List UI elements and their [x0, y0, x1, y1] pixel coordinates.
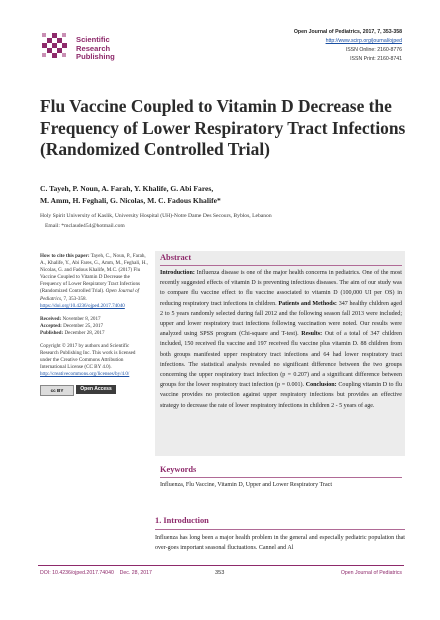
cite-volume: , 7, 353-358.	[60, 295, 87, 302]
accepted-date: December 25, 2017	[63, 322, 104, 329]
introduction-divider	[155, 529, 405, 530]
cite-journal: Open Journal of Pediatrics	[40, 288, 140, 302]
author-line: M. Amm, H. Feghali, G. Nicolas, M. C. Fadous Khalife*	[40, 195, 221, 205]
published-label: Published:	[40, 329, 64, 336]
footer-journal-name: Open Journal of Pediatrics	[340, 570, 402, 576]
abstract-methods-text: 347 healthy children aged 2 to 5 years randomly selected during fall 2012 and the following season fall 2013 were included; upper and lower respiratory tract infections following vaccination were noted. Our results were analyzed using SPSS program (Chi-square and T-test).	[160, 300, 402, 338]
publisher-name-line: Publishing	[76, 52, 115, 62]
publisher-name-line: Scientific	[76, 35, 110, 44]
cite-label: How to cite this paper:	[40, 253, 90, 259]
abstract-results-label: Results:	[301, 331, 323, 338]
footer-doi-text[interactable]: DOI: 10.4236/ojped.2017.74040	[40, 570, 114, 576]
keywords-heading: Keywords	[160, 465, 197, 474]
abstract-body	[160, 268, 402, 411]
corresponding-email: Email: *mclaude454@hotmail.com	[45, 223, 125, 229]
publisher-name-line: Research	[76, 43, 111, 53]
license-link[interactable]: http://creativecommons.org/licenses/by/4.0/	[40, 371, 130, 378]
accepted-label: Accepted:	[40, 322, 62, 329]
journal-info	[294, 28, 402, 64]
footer-date: Dec. 28, 2017	[119, 570, 152, 576]
license-badges	[40, 385, 148, 395]
received-label: Received:	[40, 315, 62, 322]
introduction-text: Influenza has long been a major health problem in the general and especially pediatric population that over-goes important seasonal fluctuations. Cannel and Al	[155, 535, 405, 552]
citation-block	[40, 253, 148, 310]
article-title: Flu Vaccine Coupled to Vitamin D Decrease the Frequency of Lower Respiratory Tract Infections (Randomized Controlled Trial)	[40, 96, 406, 159]
copyright-block	[40, 343, 148, 378]
received-date: November 8, 2017	[62, 315, 101, 322]
journal-url-link[interactable]: http://www.scirp.org/journal/ojped	[325, 38, 402, 44]
abstract-intro-text: Influenza disease is one of the major health concerns in pediatrics. One of the most recently suggested effects of vitamin D is preventing infectious diseases. The aim of our study was to compare flu vaccine effect to flu vaccine associated to vitamin D (100,000 UI per OS) in reducing respiratory tract infections in children.	[160, 270, 402, 307]
publisher-logo	[40, 32, 160, 64]
keywords-divider	[160, 477, 402, 478]
cite-text: Tayeh, C., Noun, P., Farah, A., Khalife, Y., Abi Fares, G., Amm, M., Feghali, H., Nicolas, G. and Fadous Khalife, M.C. (2017) Flu Vaccine Coupled to Vitamin D Decrease the Frequency of Lower Respiratory Tract Infections (Randomized Controlled Trial).	[40, 253, 148, 295]
abstract-intro-label: Introduction:	[160, 270, 195, 276]
page-number: 353	[215, 570, 225, 576]
affiliation: Holy Spirit University of Kaslik, University Hospital (UH)-Notre Dame Des Secours, Byblos, Lebanon	[40, 213, 272, 219]
issn-print: ISSN Print: 2160-8741	[350, 56, 402, 62]
introduction-heading: 1. Introduction	[155, 516, 209, 525]
issn-online: ISSN Online: 2160-8776	[345, 47, 402, 53]
abstract-conclusion-label: Conclusion:	[305, 382, 337, 389]
scirp-logo-icon	[40, 32, 70, 62]
open-access-badge-icon[interactable]: Open Access	[76, 385, 116, 394]
publisher-name	[76, 36, 115, 62]
abstract-results-text: Out of a total of 347 children included, 150 received flu vaccine and 197 received flu vaccine plus vitamin D. 88 children from both groups manifested upper respiratory tract infections and 64 had lower respiratory tract infections. The statistical analysis revealed no significant difference between the two groups concerning the upper respiratory tract infection (p = 0.207) and a significant difference between groups for the lower respiratory tract infection (p = 0.001).	[160, 331, 403, 389]
author-list	[40, 183, 400, 206]
author-line: C. Tayeh, P. Noun, A. Farah, Y. Khalife, G. Abi Fares,	[40, 184, 214, 193]
doi-link[interactable]: https://doi.org/10.4236/ojped.2017.74040	[40, 302, 125, 309]
journal-citation: Open Journal of Pediatrics, 2017, 7, 353-358	[293, 29, 402, 35]
dates-block	[40, 316, 148, 337]
published-date: December 28, 2017	[64, 329, 105, 336]
footer-divider	[38, 565, 404, 566]
copyright-text: Copyright © 2017 by authors and Scientific Research Publishing Inc. This work is licensed under the Creative Commons Attribution International License (CC BY 4.0).	[40, 343, 136, 371]
abstract-conclusion-text: Coupling vitamin D to flu vaccine provides no protection against upper respiratory infections but provides an effective strategy to decrease the rate of lower respiratory infections in children 2 - 5 years of age.	[160, 382, 402, 409]
keywords-text: Influenza, Flu Vaccine, Vitamin D, Upper and Lower Respiratory Tract	[160, 482, 333, 488]
footer-doi	[40, 570, 152, 576]
article-metadata	[40, 253, 148, 395]
abstract-heading: Abstract	[160, 253, 192, 262]
cc-by-badge-icon[interactable]: cc BY	[40, 385, 74, 396]
abstract-methods-label: Patients and Methods:	[278, 300, 337, 307]
abstract-divider	[160, 265, 402, 266]
